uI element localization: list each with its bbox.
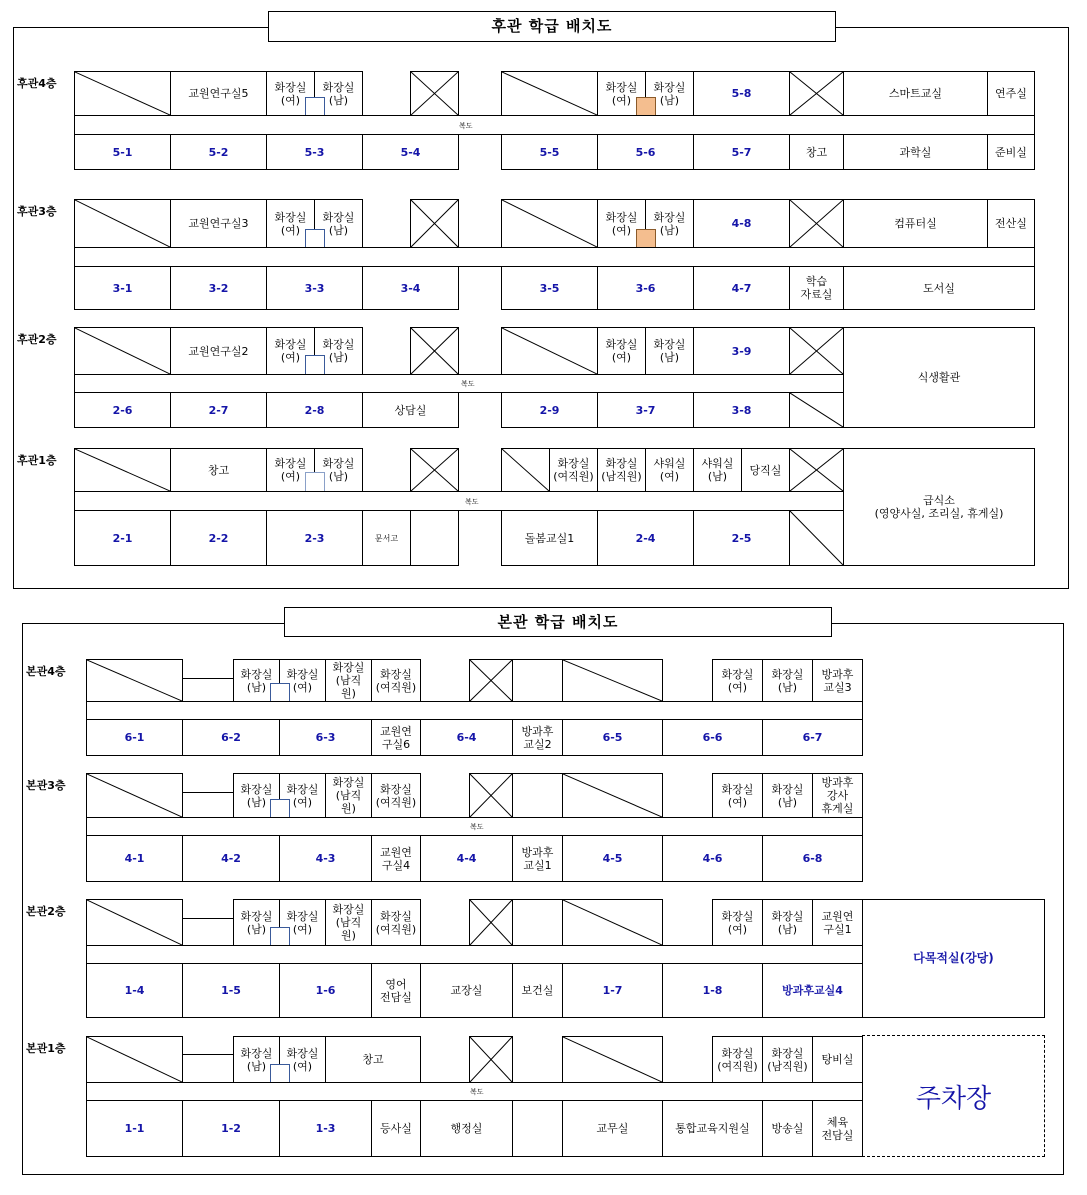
corridor-label: 복도: [470, 1088, 484, 1096]
restroom: 화장실 (남직원): [762, 1036, 813, 1083]
stair-x: [469, 659, 513, 702]
classroom: 6-8: [762, 835, 863, 882]
classroom: 5-6: [597, 134, 694, 170]
cafeteria-kitchen: 급식소 (영양사실, 조리실, 휴게실): [843, 448, 1035, 566]
connector-line: [182, 792, 234, 793]
restroom: 화장실 (여): [266, 71, 315, 116]
classroom: 3-1: [74, 266, 171, 310]
classroom: 3-4: [362, 266, 459, 310]
classroom: 2-3: [266, 510, 363, 566]
stair-x: [469, 899, 513, 946]
classroom: 3-3: [266, 266, 363, 310]
classroom: 5-5: [501, 134, 598, 170]
restroom: 화장실 (남): [314, 199, 363, 248]
room: [512, 773, 563, 818]
floor-label: 본관2층: [26, 905, 66, 918]
shower-room: 샤워실 (남): [693, 448, 742, 492]
parking-lot: 주차장: [862, 1035, 1045, 1157]
restroom: 화장실 (남): [645, 199, 694, 248]
restroom: 화장실 (남): [762, 773, 813, 818]
stair-x: [410, 199, 459, 248]
classroom: 1-8: [662, 963, 763, 1018]
empty-room: [74, 71, 171, 116]
stair-x: [469, 773, 513, 818]
restroom: 화장실 (남): [762, 899, 813, 946]
classroom: 4-4: [420, 835, 513, 882]
floor-label: 후관1층: [17, 454, 57, 467]
stair-x: [789, 448, 844, 492]
classroom: 4-7: [693, 266, 790, 310]
classroom: 5-2: [170, 134, 267, 170]
classroom: 4-5: [562, 835, 663, 882]
empty-room: [789, 510, 844, 566]
corridor: [86, 945, 863, 964]
classroom: 5-4: [362, 134, 459, 170]
classroom: 3-5: [501, 266, 598, 310]
classroom: 2-1: [74, 510, 171, 566]
restroom: 화장실 (여): [279, 899, 326, 946]
corridor: [74, 374, 844, 393]
restroom: 화장실 (여): [266, 199, 315, 248]
room: 방송실: [762, 1100, 813, 1157]
classroom: 3-6: [597, 266, 694, 310]
empty-room: [501, 327, 598, 375]
stair-x: [789, 199, 844, 248]
room: 창고: [789, 134, 844, 170]
classroom: 2-7: [170, 392, 267, 428]
restroom: 화장실 (남): [233, 899, 280, 946]
restroom: 화장실 (여직원): [712, 1036, 763, 1083]
corridor-label: 복도: [459, 122, 473, 130]
empty-room: [789, 392, 844, 428]
restroom: 화장실 (남): [233, 659, 280, 702]
classroom: 5-8: [693, 71, 790, 116]
classroom: 6-2: [182, 719, 280, 756]
room: 준비실: [987, 134, 1035, 170]
classroom: 2-2: [170, 510, 267, 566]
restroom: 화장실 (여직원): [549, 448, 598, 492]
restroom: 화장실 (남): [314, 327, 363, 375]
room: 교원연 구실6: [371, 719, 421, 756]
shower-room: 샤워실 (여): [645, 448, 694, 492]
room: 도서실: [843, 266, 1035, 310]
empty-room: [74, 448, 171, 492]
restroom: 화장실 (남직 원): [325, 659, 372, 702]
room: 교장실: [420, 963, 513, 1018]
empty-room: [86, 773, 183, 818]
rear-building-title: 후관 학급 배치도: [268, 11, 836, 42]
room: 과학실: [843, 134, 988, 170]
room: 창고: [170, 448, 267, 492]
classroom: 3-7: [597, 392, 694, 428]
classroom: 방과후교실4: [762, 963, 863, 1018]
empty-room: [74, 199, 171, 248]
room: 체육 전담실: [812, 1100, 863, 1157]
room: 행정실: [420, 1100, 513, 1157]
floor-label: 후관2층: [17, 333, 57, 346]
empty-room: [74, 327, 171, 375]
classroom: 2-9: [501, 392, 598, 428]
connector-line: [182, 918, 234, 919]
room: 컴퓨터실: [843, 199, 988, 248]
room: 영어 전담실: [371, 963, 421, 1018]
empty-room: [86, 1036, 183, 1083]
room: 교원연 구실4: [371, 835, 421, 882]
empty-room: [86, 659, 183, 702]
room: [512, 1100, 563, 1157]
empty-room: [562, 1036, 663, 1083]
classroom: 6-7: [762, 719, 863, 756]
classroom: 2-8: [266, 392, 363, 428]
classroom: 2-6: [74, 392, 171, 428]
classroom: 1-2: [182, 1100, 280, 1157]
classroom: 4-1: [86, 835, 183, 882]
classroom: 6-1: [86, 719, 183, 756]
restroom: 화장실 (남): [233, 1036, 280, 1083]
connector-line: [182, 1054, 234, 1055]
classroom: 2-5: [693, 510, 790, 566]
empty-room: [562, 659, 663, 702]
restroom: 화장실 (여직원): [371, 773, 421, 818]
restroom: 화장실 (여): [279, 659, 326, 702]
stair-x: [789, 327, 844, 375]
room: 교원연구실2: [170, 327, 267, 375]
classroom: 4-6: [662, 835, 763, 882]
main-building-title: 본관 학급 배치도: [284, 607, 832, 637]
room: 문서고: [362, 510, 411, 566]
classroom: 6-5: [562, 719, 663, 756]
cafeteria-room: 식생활관: [843, 327, 1035, 428]
classroom: 5-1: [74, 134, 171, 170]
connector-line: [182, 678, 234, 679]
room: 교원연구실3: [170, 199, 267, 248]
room: 통합교육지원실: [662, 1100, 763, 1157]
room: 학습 자료실: [789, 266, 844, 310]
restroom: 화장실 (여): [279, 773, 326, 818]
corridor: [74, 115, 1035, 135]
room: 당직실: [741, 448, 790, 492]
empty-room: [562, 773, 663, 818]
room: [410, 510, 459, 566]
restroom: 화장실 (여직원): [371, 659, 421, 702]
restroom: 화장실 (여): [712, 659, 763, 702]
restroom: 화장실 (여): [279, 1036, 326, 1083]
room: 연주실: [987, 71, 1035, 116]
restroom: 화장실 (여): [266, 448, 315, 492]
room: 방과후 강사 휴게실: [812, 773, 863, 818]
corridor: [86, 701, 863, 720]
classroom: 1-3: [279, 1100, 372, 1157]
restroom: 화장실 (남직 원): [325, 899, 372, 946]
room: 탕비실: [812, 1036, 863, 1083]
classroom: 3-8: [693, 392, 790, 428]
empty-room: [562, 899, 663, 946]
restroom: 화장실 (남): [233, 773, 280, 818]
classroom: 5-7: [693, 134, 790, 170]
room: 등사실: [371, 1100, 421, 1157]
stair-x: [410, 71, 459, 116]
room: 창고: [325, 1036, 421, 1083]
empty-room: [501, 71, 598, 116]
restroom: 화장실 (여): [597, 327, 646, 375]
classroom: 1-4: [86, 963, 183, 1018]
corridor-label: 복도: [470, 823, 484, 831]
stair-x: [469, 1036, 513, 1083]
restroom: 화장실 (여): [597, 199, 646, 248]
empty-room: [86, 899, 183, 946]
corridor: [74, 247, 1035, 267]
room: 방과후 교실2: [512, 719, 563, 756]
classroom: 5-3: [266, 134, 363, 170]
floor-label: 본관1층: [26, 1042, 66, 1055]
room: 돌봄교실1: [501, 510, 598, 566]
classroom: 6-3: [279, 719, 372, 756]
classroom: 1-5: [182, 963, 280, 1018]
classroom: 4-2: [182, 835, 280, 882]
room: 보건실: [512, 963, 563, 1018]
classroom: 2-4: [597, 510, 694, 566]
restroom: 화장실 (남): [762, 659, 813, 702]
classroom: 1-1: [86, 1100, 183, 1157]
restroom: 화장실 (남): [645, 71, 694, 116]
restroom: 화장실 (남): [645, 327, 694, 375]
restroom: 화장실 (남직원): [597, 448, 646, 492]
stair-x: [410, 448, 459, 492]
restroom: 화장실 (여): [712, 773, 763, 818]
floor-label: 본관3층: [26, 779, 66, 792]
corridor: [74, 491, 844, 511]
corridor-label: 복도: [465, 498, 479, 506]
corridor-label: 복도: [461, 380, 475, 388]
floor-label: 후관4층: [17, 77, 57, 90]
classroom: 3-9: [693, 327, 790, 375]
room: [512, 659, 563, 702]
classroom: 1-6: [279, 963, 372, 1018]
empty-room: [501, 199, 598, 248]
floor-label: 후관3층: [17, 205, 57, 218]
room: 방과후 교실1: [512, 835, 563, 882]
classroom: 4-3: [279, 835, 372, 882]
floor-label: 본관4층: [26, 665, 66, 678]
stair-x: [410, 327, 459, 375]
empty-room: [501, 448, 550, 492]
classroom: 6-4: [420, 719, 513, 756]
room: 교원연 구실1: [812, 899, 863, 946]
room: 스마트교실: [843, 71, 988, 116]
restroom: 화장실 (여): [266, 327, 315, 375]
room: [512, 899, 563, 946]
room: 교무실: [562, 1100, 663, 1157]
restroom: 화장실 (여): [712, 899, 763, 946]
restroom: 화장실 (남): [314, 448, 363, 492]
room: 교원연구실5: [170, 71, 267, 116]
restroom: 화장실 (여): [597, 71, 646, 116]
stair-x: [789, 71, 844, 116]
room: 방과후 교실3: [812, 659, 863, 702]
restroom: 화장실 (남직 원): [325, 773, 372, 818]
multipurpose-hall: 다목적실(강당): [862, 899, 1045, 1018]
classroom: 1-7: [562, 963, 663, 1018]
room: 상담실: [362, 392, 459, 428]
classroom: 3-2: [170, 266, 267, 310]
classroom: 4-8: [693, 199, 790, 248]
restroom: 화장실 (남): [314, 71, 363, 116]
restroom: 화장실 (여직원): [371, 899, 421, 946]
room: 전산실: [987, 199, 1035, 248]
classroom: 6-6: [662, 719, 763, 756]
